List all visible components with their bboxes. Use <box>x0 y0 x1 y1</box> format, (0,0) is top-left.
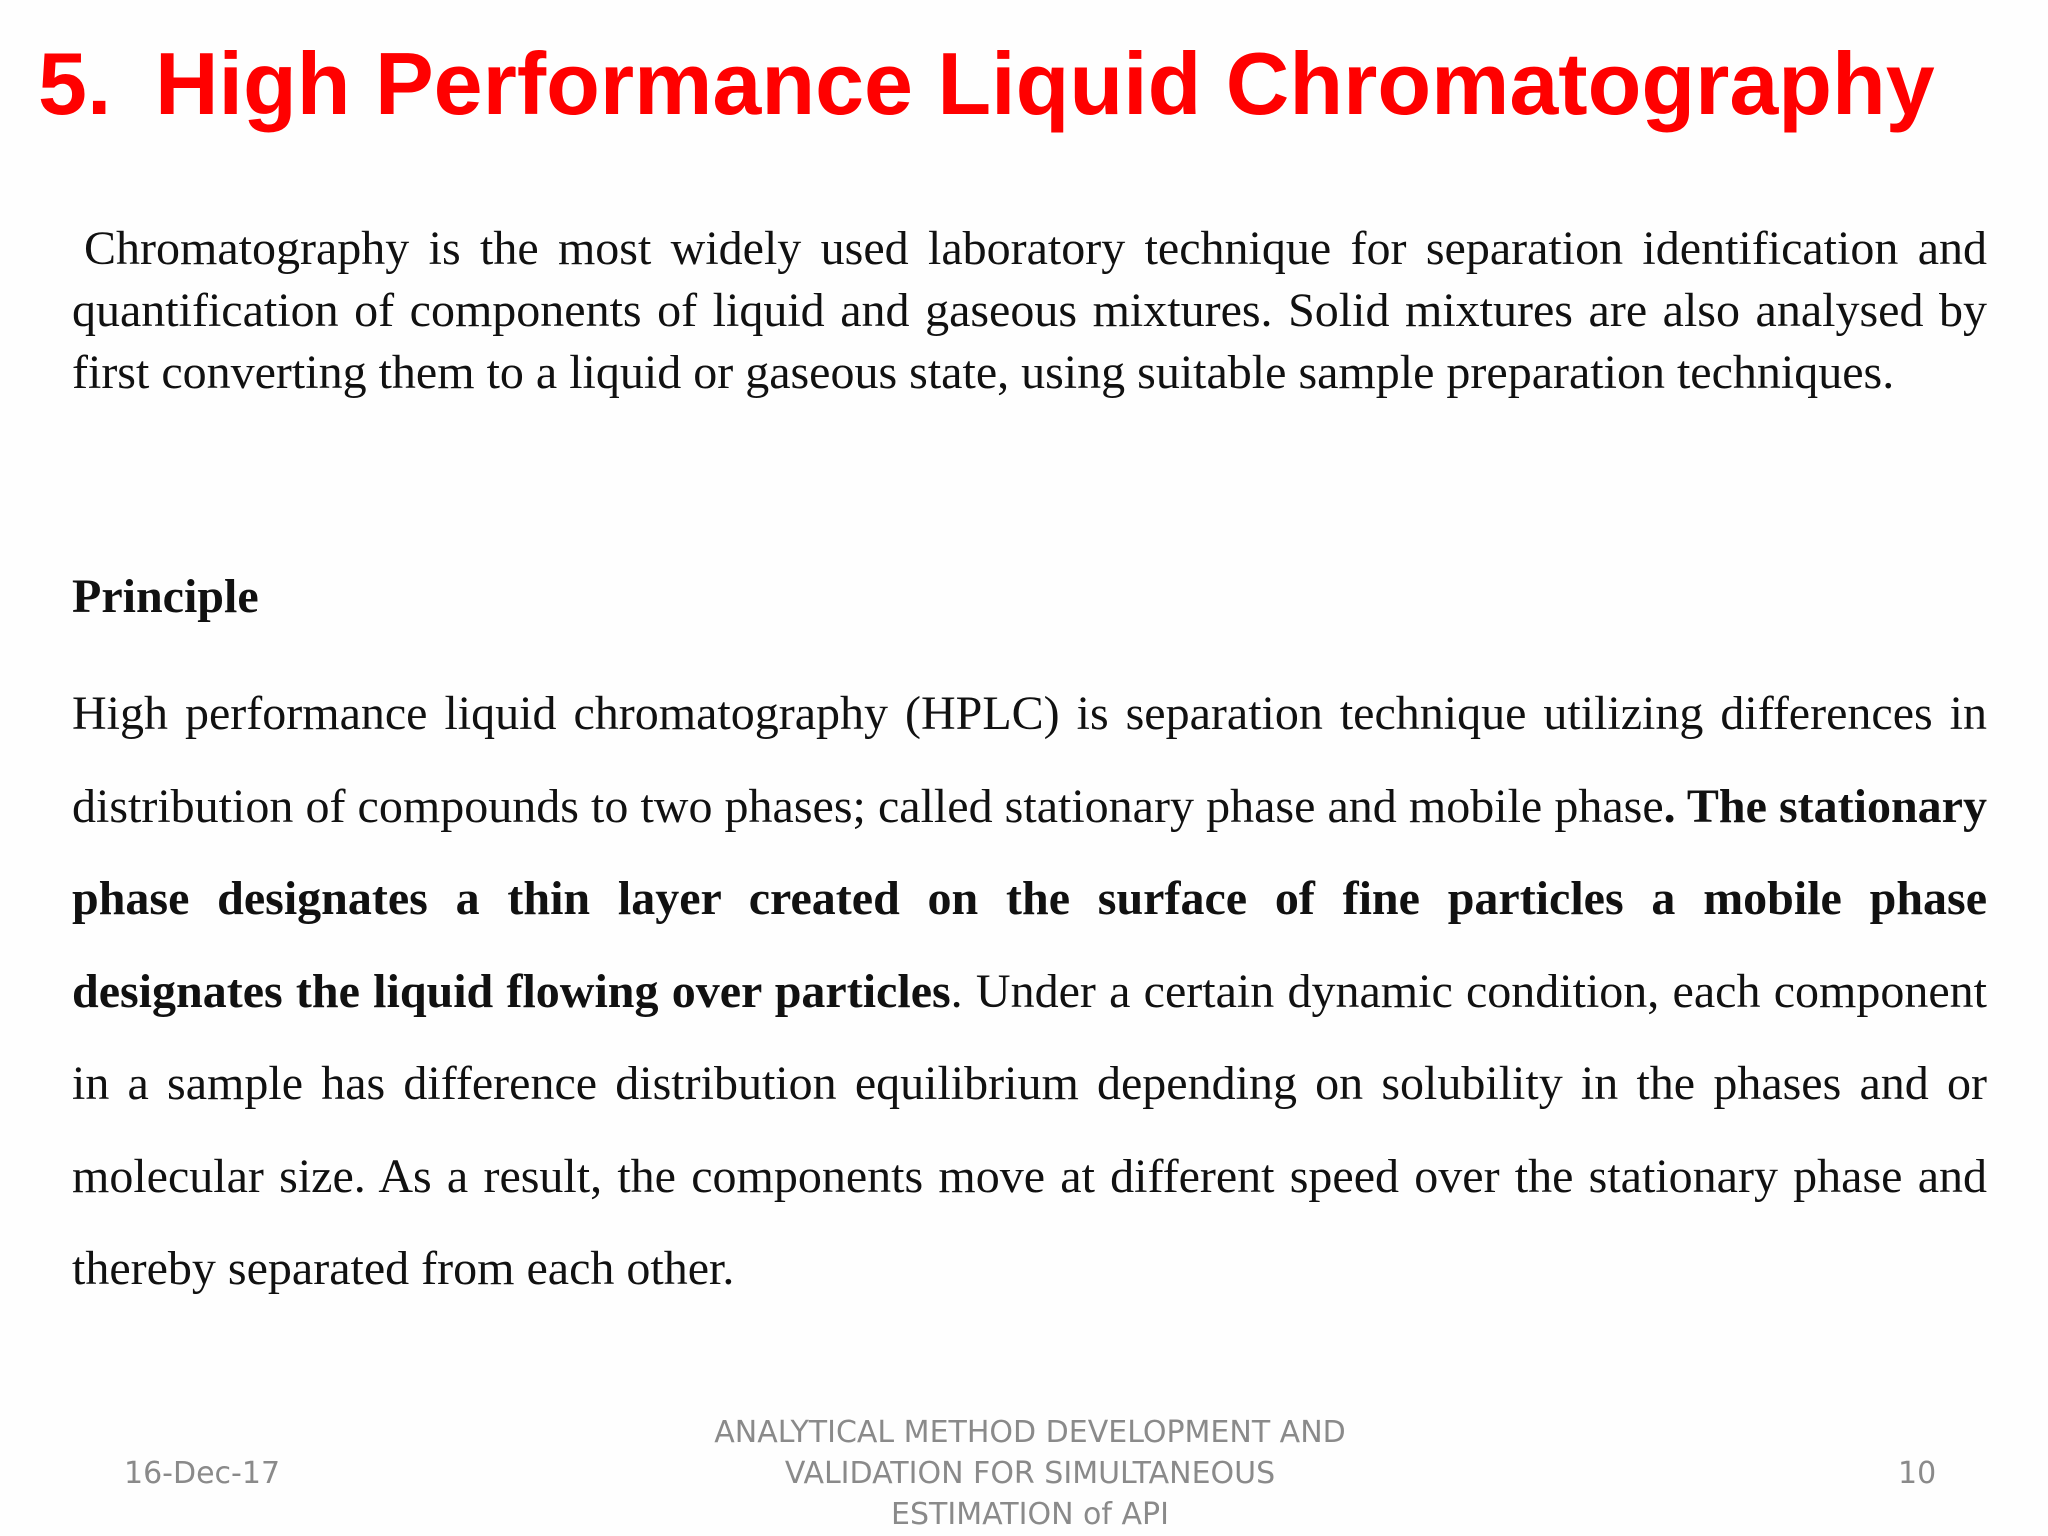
footer-title <box>690 1412 1370 1535</box>
footer-date: 16-Dec-17 <box>124 1456 281 1491</box>
slide-title <box>38 34 1935 134</box>
principle-text-end: . Under a certain dynamic condition, each component in a sample has difference distribution equilibrium depending on solubility in the phases and or molecular size. As a result, the components move at different speed over the stationary phase and thereby separated from each other. <box>72 964 1987 1295</box>
footer-title-line: ANALYTICAL METHOD DEVELOPMENT AND <box>714 1415 1346 1450</box>
title-number: 5. <box>38 34 112 133</box>
title-text: High Performance Liquid Chromatography <box>155 34 1935 133</box>
page-number: 10 <box>1898 1456 1937 1491</box>
principle-text-start: High performance liquid chromatography (HPLC) is separation technique utilizing differences in distribution of compounds to two phases; called stationary phase and mobile phase <box>72 687 1987 833</box>
footer-title-line: ESTIMATION of API <box>891 1497 1169 1532</box>
principle-text-bold: . The stationary phase designates a thin layer created on the surface of fine particles a mobile phase designates the liquid flowing over particles <box>72 779 1987 1018</box>
principle-paragraph <box>72 668 1987 1316</box>
section-heading: Principle <box>72 570 259 623</box>
footer-title-line: VALIDATION FOR SIMULTANEOUS <box>784 1456 1276 1491</box>
intro-paragraph: Chromatography is the most widely used laboratory technique for separation identification and quantification of components of liquid and gaseous mixtures. Solid mixtures are also analysed by first converting them to a liquid or gaseous state, using suitable sample preparation techniques. <box>72 222 1987 399</box>
